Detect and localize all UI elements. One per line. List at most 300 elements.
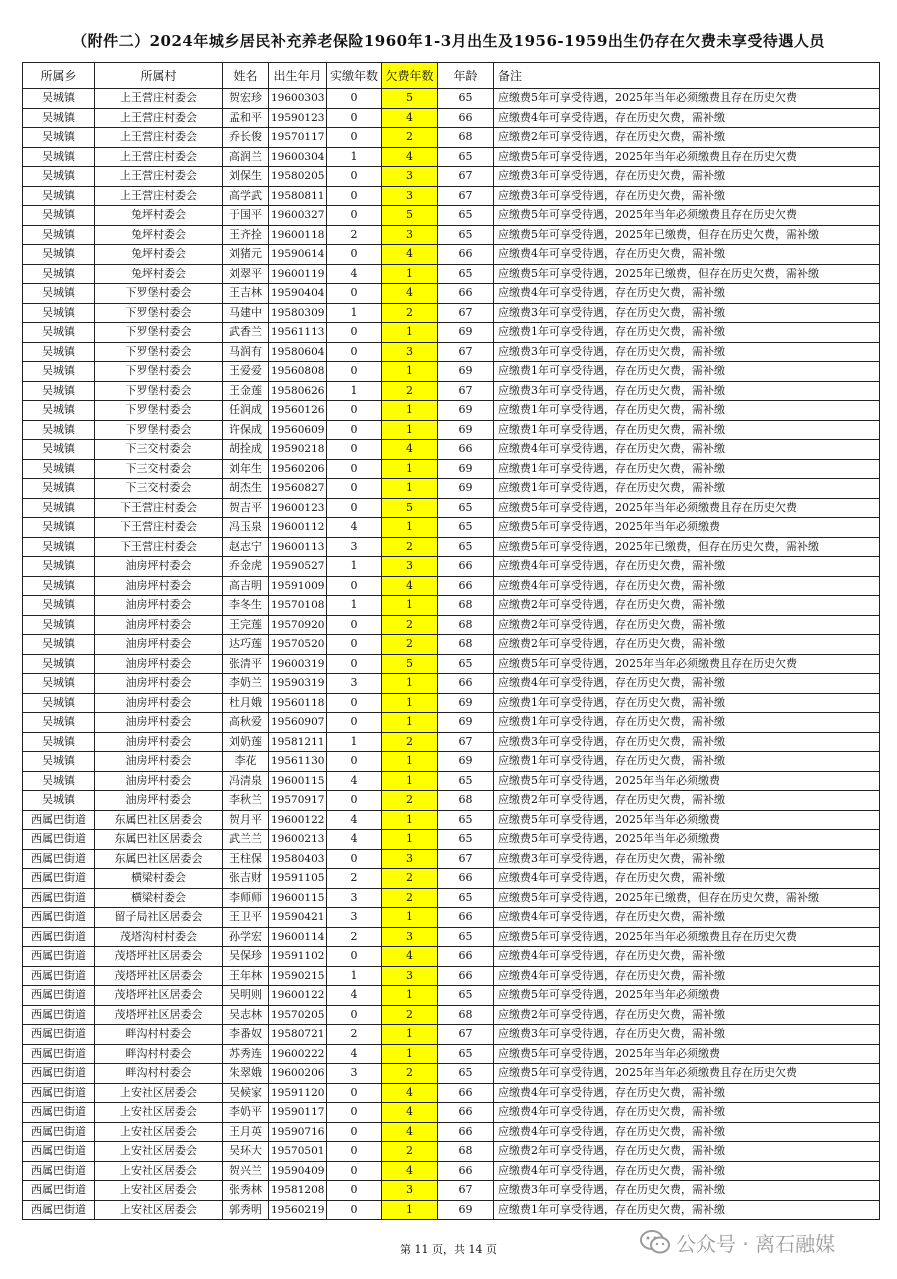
- village-cell: 油房坪村委会: [95, 771, 223, 791]
- age-cell: 66: [438, 947, 494, 967]
- paid-years-cell: 1: [327, 303, 382, 323]
- age-cell: 66: [438, 908, 494, 928]
- age-cell: 68: [438, 1142, 494, 1162]
- village-cell: 横梁村委会: [95, 869, 223, 889]
- village-cell: 下王营庄村委会: [95, 498, 223, 518]
- age-cell: 69: [438, 752, 494, 772]
- birth-date-cell: 19570205: [269, 1005, 327, 1025]
- name-cell: 王卫平: [223, 908, 269, 928]
- table-row: [23, 1005, 880, 1025]
- arrears-years-cell: 4: [382, 576, 438, 596]
- birth-date-cell: 19560219: [269, 1200, 327, 1220]
- header-remarks: 备注: [494, 63, 880, 89]
- table-row: [23, 947, 880, 967]
- birth-date-cell: 19561113: [269, 323, 327, 343]
- village-cell: 油房坪村委会: [95, 576, 223, 596]
- arrears-years-cell: 3: [382, 849, 438, 869]
- paid-years-cell: 0: [327, 479, 382, 499]
- remarks-cell: 应缴费5年可享受待遇，2025年已缴费，但存在历史欠费，需补缴: [494, 225, 880, 245]
- document-title: （附件二）2024年城乡居民补充养老保险1960年1-3月出生及1956-1959出生仍存在欠费未享受待遇人员: [72, 32, 825, 50]
- village-cell: 油房坪村委会: [95, 752, 223, 772]
- table-row: [23, 206, 880, 226]
- name-cell: 李花: [223, 752, 269, 772]
- name-cell: 刘奶莲: [223, 732, 269, 752]
- paid-years-cell: 0: [327, 440, 382, 460]
- remarks-cell: 应缴费1年可享受待遇，存在历史欠费，需补缴: [494, 459, 880, 479]
- table-row: [23, 596, 880, 616]
- village-cell: 上安社区居委会: [95, 1142, 223, 1162]
- table-row: [23, 713, 880, 733]
- village-cell: 畔沟村村委会: [95, 1025, 223, 1045]
- township-cell: 吴城镇: [23, 693, 95, 713]
- name-cell: 贺月平: [223, 810, 269, 830]
- name-cell: 武兰兰: [223, 830, 269, 850]
- age-cell: 65: [438, 89, 494, 109]
- township-cell: 吴城镇: [23, 596, 95, 616]
- table-row: [23, 89, 880, 109]
- birth-date-cell: 19590319: [269, 674, 327, 694]
- township-cell: 吴城镇: [23, 89, 95, 109]
- age-cell: 68: [438, 615, 494, 635]
- village-cell: 留子局社区居委会: [95, 908, 223, 928]
- age-cell: 66: [438, 284, 494, 304]
- village-cell: 茂塔沟村村委会: [95, 927, 223, 947]
- village-cell: 兔坪村委会: [95, 245, 223, 265]
- table-row: [23, 888, 880, 908]
- township-cell: 吴城镇: [23, 167, 95, 187]
- arrears-years-cell: 2: [382, 1064, 438, 1084]
- table-row: [23, 1122, 880, 1142]
- header-village: 所属村: [95, 63, 223, 89]
- village-cell: 下三交村委会: [95, 459, 223, 479]
- age-cell: 65: [438, 830, 494, 850]
- birth-date-cell: 19590215: [269, 966, 327, 986]
- age-cell: 65: [438, 1064, 494, 1084]
- age-cell: 65: [438, 264, 494, 284]
- arrears-years-cell: 4: [382, 108, 438, 128]
- name-cell: 冯清泉: [223, 771, 269, 791]
- remarks-cell: 应缴费4年可享受待遇，存在历史欠费，需补缴: [494, 674, 880, 694]
- remarks-cell: 应缴费4年可享受待遇，存在历史欠费，需补缴: [494, 108, 880, 128]
- village-cell: 横梁村委会: [95, 888, 223, 908]
- table-row: [23, 674, 880, 694]
- birth-date-cell: 19561130: [269, 752, 327, 772]
- arrears-years-cell: 5: [382, 654, 438, 674]
- age-cell: 65: [438, 1044, 494, 1064]
- township-cell: 西属巴街道: [23, 810, 95, 830]
- arrears-years-cell: 2: [382, 128, 438, 148]
- birth-date-cell: 19590409: [269, 1161, 327, 1181]
- table-row: [23, 147, 880, 167]
- village-cell: 东属巴社区居委会: [95, 849, 223, 869]
- name-cell: 张清平: [223, 654, 269, 674]
- age-cell: 65: [438, 654, 494, 674]
- township-cell: 吴城镇: [23, 791, 95, 811]
- arrears-years-cell: 3: [382, 927, 438, 947]
- arrears-years-cell: 3: [382, 342, 438, 362]
- remarks-cell: 应缴费4年可享受待遇，存在历史欠费，需补缴: [494, 908, 880, 928]
- paid-years-cell: 0: [327, 1181, 382, 1201]
- township-cell: 西属巴街道: [23, 966, 95, 986]
- name-cell: 高吉明: [223, 576, 269, 596]
- table-row: [23, 167, 880, 187]
- birth-date-cell: 19560118: [269, 693, 327, 713]
- age-cell: 66: [438, 576, 494, 596]
- age-cell: 69: [438, 362, 494, 382]
- birth-date-cell: 19560206: [269, 459, 327, 479]
- village-cell: 上王营庄村委会: [95, 128, 223, 148]
- township-cell: 西属巴街道: [23, 1025, 95, 1045]
- header-birth-date: 出生年月: [269, 63, 327, 89]
- birth-date-cell: 19600122: [269, 810, 327, 830]
- birth-date-cell: 19590117: [269, 1103, 327, 1123]
- paid-years-cell: 4: [327, 810, 382, 830]
- arrears-years-cell: 1: [382, 830, 438, 850]
- header-township: 所属乡: [23, 63, 95, 89]
- name-cell: 李奶兰: [223, 674, 269, 694]
- name-cell: 孙学宏: [223, 927, 269, 947]
- birth-date-cell: 19580811: [269, 186, 327, 206]
- birth-date-cell: 19600327: [269, 206, 327, 226]
- township-cell: 吴城镇: [23, 518, 95, 538]
- table-row: [23, 966, 880, 986]
- remarks-cell: 应缴费4年可享受待遇，存在历史欠费，需补缴: [494, 869, 880, 889]
- village-cell: 茂塔坪社区居委会: [95, 947, 223, 967]
- township-cell: 吴城镇: [23, 323, 95, 343]
- remarks-cell: 应缴费5年可享受待遇，2025年当年必须缴费: [494, 518, 880, 538]
- paid-years-cell: 4: [327, 771, 382, 791]
- village-cell: 上王营庄村委会: [95, 147, 223, 167]
- remarks-cell: 应缴费3年可享受待遇，存在历史欠费，需补缴: [494, 1181, 880, 1201]
- remarks-cell: 应缴费4年可享受待遇，存在历史欠费，需补缴: [494, 284, 880, 304]
- paid-years-cell: 3: [327, 908, 382, 928]
- name-cell: 李番奴: [223, 1025, 269, 1045]
- remarks-cell: 应缴费4年可享受待遇，存在历史欠费，需补缴: [494, 245, 880, 265]
- paid-years-cell: 1: [327, 147, 382, 167]
- name-cell: 刘年生: [223, 459, 269, 479]
- paid-years-cell: 1: [327, 732, 382, 752]
- township-cell: 吴城镇: [23, 108, 95, 128]
- name-cell: 武香兰: [223, 323, 269, 343]
- name-cell: 李奶平: [223, 1103, 269, 1123]
- township-cell: 西属巴街道: [23, 1142, 95, 1162]
- remarks-cell: 应缴费1年可享受待遇，存在历史欠费，需补缴: [494, 752, 880, 772]
- remarks-cell: 应缴费1年可享受待遇，存在历史欠费，需补缴: [494, 323, 880, 343]
- village-cell: 畔沟村村委会: [95, 1064, 223, 1084]
- table-row: [23, 1044, 880, 1064]
- village-cell: 兔坪村委会: [95, 264, 223, 284]
- arrears-years-cell: 2: [382, 1005, 438, 1025]
- birth-date-cell: 19581208: [269, 1181, 327, 1201]
- table-row: [23, 869, 880, 889]
- table-row: [23, 654, 880, 674]
- arrears-years-cell: 2: [382, 732, 438, 752]
- paid-years-cell: 4: [327, 264, 382, 284]
- remarks-cell: 应缴费2年可享受待遇，存在历史欠费，需补缴: [494, 791, 880, 811]
- remarks-cell: 应缴费1年可享受待遇，存在历史欠费，需补缴: [494, 479, 880, 499]
- name-cell: 高学武: [223, 186, 269, 206]
- birth-date-cell: 19600206: [269, 1064, 327, 1084]
- age-cell: 69: [438, 420, 494, 440]
- age-cell: 66: [438, 1103, 494, 1123]
- village-cell: 油房坪村委会: [95, 674, 223, 694]
- village-cell: 下罗堡村委会: [95, 342, 223, 362]
- village-cell: 茂塔坪社区居委会: [95, 986, 223, 1006]
- table-row: [23, 791, 880, 811]
- table-row: [23, 1181, 880, 1201]
- age-cell: 66: [438, 245, 494, 265]
- birth-date-cell: 19591102: [269, 947, 327, 967]
- name-cell: 吴环大: [223, 1142, 269, 1162]
- paid-years-cell: 3: [327, 674, 382, 694]
- paid-years-cell: 3: [327, 537, 382, 557]
- paid-years-cell: 0: [327, 654, 382, 674]
- township-cell: 吴城镇: [23, 459, 95, 479]
- age-cell: 65: [438, 498, 494, 518]
- township-cell: 西属巴街道: [23, 1161, 95, 1181]
- remarks-cell: 应缴费5年可享受待遇，2025年当年必须缴费且存在历史欠费: [494, 206, 880, 226]
- village-cell: 茂塔坪社区居委会: [95, 1005, 223, 1025]
- township-cell: 西属巴街道: [23, 830, 95, 850]
- township-cell: 西属巴街道: [23, 1005, 95, 1025]
- arrears-years-cell: 4: [382, 245, 438, 265]
- arrears-years-cell: 5: [382, 89, 438, 109]
- name-cell: 王年林: [223, 966, 269, 986]
- village-cell: 下三交村委会: [95, 440, 223, 460]
- remarks-cell: 应缴费3年可享受待遇，存在历史欠费，需补缴: [494, 167, 880, 187]
- name-cell: 胡拴成: [223, 440, 269, 460]
- birth-date-cell: 19560609: [269, 420, 327, 440]
- name-cell: 吴明则: [223, 986, 269, 1006]
- remarks-cell: 应缴费4年可享受待遇，存在历史欠费，需补缴: [494, 576, 880, 596]
- remarks-cell: 应缴费5年可享受待遇，2025年当年必须缴费且存在历史欠费: [494, 89, 880, 109]
- arrears-years-cell: 1: [382, 596, 438, 616]
- remarks-cell: 应缴费5年可享受待遇，2025年已缴费，但存在历史欠费，需补缴: [494, 537, 880, 557]
- village-cell: 茂塔坪社区居委会: [95, 966, 223, 986]
- remarks-cell: 应缴费4年可享受待遇，存在历史欠费，需补缴: [494, 1161, 880, 1181]
- arrears-years-cell: 3: [382, 1181, 438, 1201]
- birth-date-cell: 19590218: [269, 440, 327, 460]
- birth-date-cell: 19600303: [269, 89, 327, 109]
- arrears-years-cell: 3: [382, 225, 438, 245]
- arrears-years-cell: 1: [382, 420, 438, 440]
- remarks-cell: 应缴费1年可享受待遇，存在历史欠费，需补缴: [494, 362, 880, 382]
- arrears-years-cell: 5: [382, 498, 438, 518]
- table-row: [23, 810, 880, 830]
- township-cell: 吴城镇: [23, 401, 95, 421]
- age-cell: 68: [438, 128, 494, 148]
- name-cell: 高润兰: [223, 147, 269, 167]
- arrears-years-cell: 3: [382, 167, 438, 187]
- arrears-years-cell: 1: [382, 1044, 438, 1064]
- remarks-cell: 应缴费2年可享受待遇，存在历史欠费，需补缴: [494, 596, 880, 616]
- page-number: 第 11 页，共 14 页: [400, 1243, 497, 1256]
- wechat-icon: [640, 1229, 670, 1255]
- table-row: [23, 1142, 880, 1162]
- name-cell: 于国平: [223, 206, 269, 226]
- name-cell: 贺宏珍: [223, 89, 269, 109]
- table-row: [23, 401, 880, 421]
- table-row: [23, 1025, 880, 1045]
- age-cell: 67: [438, 1181, 494, 1201]
- arrears-years-cell: 4: [382, 947, 438, 967]
- table-row: [23, 303, 880, 323]
- remarks-cell: 应缴费3年可享受待遇，存在历史欠费，需补缴: [494, 732, 880, 752]
- township-cell: 吴城镇: [23, 654, 95, 674]
- header-arrears-years: 欠费年数: [382, 63, 438, 89]
- birth-date-cell: 19591009: [269, 576, 327, 596]
- name-cell: 李秋兰: [223, 791, 269, 811]
- name-cell: 贺吉平: [223, 498, 269, 518]
- paid-years-cell: 3: [327, 888, 382, 908]
- birth-date-cell: 19590123: [269, 108, 327, 128]
- age-cell: 68: [438, 1005, 494, 1025]
- paid-years-cell: 0: [327, 1103, 382, 1123]
- village-cell: 下王营庄村委会: [95, 537, 223, 557]
- village-cell: 兔坪村委会: [95, 206, 223, 226]
- paid-years-cell: 0: [327, 635, 382, 655]
- remarks-cell: 应缴费2年可享受待遇，存在历史欠费，需补缴: [494, 1142, 880, 1162]
- remarks-cell: 应缴费3年可享受待遇，存在历史欠费，需补缴: [494, 381, 880, 401]
- birth-date-cell: 19591120: [269, 1083, 327, 1103]
- township-cell: 吴城镇: [23, 147, 95, 167]
- table-row: [23, 479, 880, 499]
- birth-date-cell: 19570117: [269, 128, 327, 148]
- header-name: 姓名: [223, 63, 269, 89]
- paid-years-cell: 0: [327, 693, 382, 713]
- age-cell: 66: [438, 674, 494, 694]
- paid-years-cell: 0: [327, 128, 382, 148]
- age-cell: 67: [438, 381, 494, 401]
- township-cell: 西属巴街道: [23, 1122, 95, 1142]
- arrears-years-cell: 1: [382, 459, 438, 479]
- age-cell: 65: [438, 771, 494, 791]
- birth-date-cell: 19600304: [269, 147, 327, 167]
- arrears-years-cell: 3: [382, 557, 438, 577]
- name-cell: 王吉林: [223, 284, 269, 304]
- township-cell: 吴城镇: [23, 752, 95, 772]
- name-cell: 杜月娥: [223, 693, 269, 713]
- arrears-years-cell: 4: [382, 1161, 438, 1181]
- paid-years-cell: 1: [327, 966, 382, 986]
- paid-years-cell: 0: [327, 108, 382, 128]
- birth-date-cell: 19600115: [269, 888, 327, 908]
- table-row: [23, 1103, 880, 1123]
- table-row: [23, 284, 880, 304]
- table-row: [23, 927, 880, 947]
- paid-years-cell: 0: [327, 849, 382, 869]
- arrears-years-cell: 1: [382, 1200, 438, 1220]
- name-cell: 刘保生: [223, 167, 269, 187]
- paid-years-cell: 0: [327, 459, 382, 479]
- header-paid-years: 实缴年数: [327, 63, 382, 89]
- birth-date-cell: 19600213: [269, 830, 327, 850]
- remarks-cell: 应缴费4年可享受待遇，存在历史欠费，需补缴: [494, 1103, 880, 1123]
- table-row: [23, 128, 880, 148]
- village-cell: 上王营庄村委会: [95, 167, 223, 187]
- birth-date-cell: 19600222: [269, 1044, 327, 1064]
- remarks-cell: 应缴费3年可享受待遇，存在历史欠费，需补缴: [494, 186, 880, 206]
- township-cell: 西属巴街道: [23, 1103, 95, 1123]
- age-cell: 66: [438, 869, 494, 889]
- name-cell: 张吉财: [223, 869, 269, 889]
- paid-years-cell: 2: [327, 1025, 382, 1045]
- village-cell: 东属巴社区居委会: [95, 830, 223, 850]
- village-cell: 上安社区居委会: [95, 1103, 223, 1123]
- arrears-years-cell: 2: [382, 635, 438, 655]
- table-row: [23, 557, 880, 577]
- remarks-cell: 应缴费4年可享受待遇，存在历史欠费，需补缴: [494, 1122, 880, 1142]
- age-cell: 68: [438, 635, 494, 655]
- township-cell: 吴城镇: [23, 420, 95, 440]
- birth-date-cell: 19581211: [269, 732, 327, 752]
- name-cell: 冯玉泉: [223, 518, 269, 538]
- paid-years-cell: 0: [327, 713, 382, 733]
- age-cell: 66: [438, 1122, 494, 1142]
- arrears-years-cell: 2: [382, 537, 438, 557]
- name-cell: 孟和平: [223, 108, 269, 128]
- age-cell: 65: [438, 927, 494, 947]
- township-cell: 西属巴街道: [23, 1044, 95, 1064]
- township-cell: 西属巴街道: [23, 888, 95, 908]
- birth-date-cell: 19580604: [269, 342, 327, 362]
- arrears-years-cell: 2: [382, 869, 438, 889]
- village-cell: 上安社区居委会: [95, 1122, 223, 1142]
- paid-years-cell: 0: [327, 576, 382, 596]
- arrears-years-cell: 4: [382, 440, 438, 460]
- table-row: [23, 1200, 880, 1220]
- table-row: [23, 245, 880, 265]
- village-cell: 油房坪村委会: [95, 557, 223, 577]
- name-cell: 许保成: [223, 420, 269, 440]
- remarks-cell: 应缴费5年可享受待遇，2025年当年必须缴费: [494, 830, 880, 850]
- arrears-years-cell: 5: [382, 206, 438, 226]
- paid-years-cell: 0: [327, 1005, 382, 1025]
- birth-date-cell: 19600123: [269, 498, 327, 518]
- arrears-years-cell: 1: [382, 1025, 438, 1045]
- arrears-years-cell: 2: [382, 303, 438, 323]
- township-cell: 西属巴街道: [23, 1083, 95, 1103]
- age-cell: 65: [438, 810, 494, 830]
- age-cell: 66: [438, 1161, 494, 1181]
- arrears-years-cell: 4: [382, 1122, 438, 1142]
- birth-date-cell: 19590716: [269, 1122, 327, 1142]
- paid-years-cell: 2: [327, 869, 382, 889]
- age-cell: 66: [438, 557, 494, 577]
- paid-years-cell: 0: [327, 342, 382, 362]
- table-row: [23, 381, 880, 401]
- township-cell: 吴城镇: [23, 342, 95, 362]
- remarks-cell: 应缴费2年可享受待遇，存在历史欠费，需补缴: [494, 635, 880, 655]
- arrears-years-cell: 2: [382, 1142, 438, 1162]
- table-row: [23, 849, 880, 869]
- village-cell: 上王营庄村委会: [95, 89, 223, 109]
- name-cell: 任润成: [223, 401, 269, 421]
- village-cell: 下罗堡村委会: [95, 323, 223, 343]
- township-cell: 吴城镇: [23, 635, 95, 655]
- table-row: [23, 323, 880, 343]
- birth-date-cell: 19600319: [269, 654, 327, 674]
- village-cell: 上安社区居委会: [95, 1083, 223, 1103]
- paid-years-cell: 0: [327, 791, 382, 811]
- township-cell: 西属巴街道: [23, 986, 95, 1006]
- birth-date-cell: 19570108: [269, 596, 327, 616]
- arrears-years-cell: 1: [382, 362, 438, 382]
- village-cell: 上王营庄村委会: [95, 186, 223, 206]
- township-cell: 西属巴街道: [23, 947, 95, 967]
- table-row: [23, 908, 880, 928]
- table-row: [23, 186, 880, 206]
